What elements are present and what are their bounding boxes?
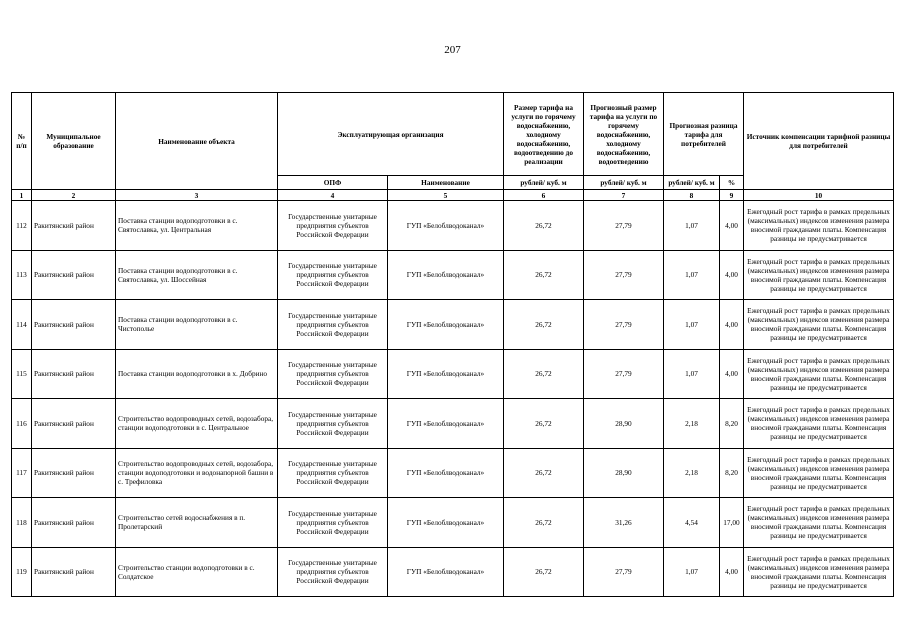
- column-number: 10: [744, 190, 894, 201]
- table-row: [12, 399, 894, 449]
- row-object: Поставка станции водоподготовки в с. Святославка, ул. Центральная: [116, 201, 278, 251]
- table-row: [12, 547, 894, 597]
- row-diff: 2,18: [664, 399, 720, 449]
- row-municipality: Ракитянский район: [32, 300, 116, 350]
- row-source: Ежегодный рост тарифа в рамках предельных (максимальных) индексов изменения размера вносимой гражданами платы. Компенсация разницы не предусматривается: [744, 448, 894, 498]
- row-num: 112: [12, 201, 32, 251]
- row-tariff: 26,72: [504, 448, 584, 498]
- table-row: [12, 300, 894, 350]
- row-diff: 1,07: [664, 547, 720, 597]
- row-percent: 17,00: [720, 498, 744, 548]
- row-num: 114: [12, 300, 32, 350]
- row-object: Строительство водопроводных сетей, водозабора, станции водоподготовки в с. Центральное: [116, 399, 278, 449]
- header-tariff: Размер тарифа на услуги по горячему водоснабжению, холодному водоснабжению, водоотведению до реализации: [504, 93, 584, 176]
- table-row: [12, 250, 894, 300]
- table-row: [12, 349, 894, 399]
- row-opf: Государственные унитарные предприятия субъектов Российской Федерации: [278, 349, 388, 399]
- column-number: 8: [664, 190, 720, 201]
- row-operator-name: ГУП «Белоблводоканал»: [388, 250, 504, 300]
- row-opf: Государственные унитарные предприятия субъектов Российской Федерации: [278, 250, 388, 300]
- row-operator-name: ГУП «Белоблводоканал»: [388, 399, 504, 449]
- column-number: 3: [116, 190, 278, 201]
- row-operator-name: ГУП «Белоблводоканал»: [388, 201, 504, 251]
- row-num: 113: [12, 250, 32, 300]
- row-diff: 4,54: [664, 498, 720, 548]
- row-municipality: Ракитянский район: [32, 250, 116, 300]
- row-percent: 4,00: [720, 547, 744, 597]
- page-number: 207: [444, 44, 461, 56]
- row-tariff: 26,72: [504, 349, 584, 399]
- row-source: Ежегодный рост тарифа в рамках предельных (максимальных) индексов изменения размера вносимой гражданами платы. Компенсация разницы не предусматривается: [744, 547, 894, 597]
- row-operator-name: ГУП «Белоблводоканал»: [388, 448, 504, 498]
- table-row: [12, 201, 894, 251]
- column-number: 9: [720, 190, 744, 201]
- row-object: Поставка станции водоподготовки в с. Чистополье: [116, 300, 278, 350]
- row-percent: 4,00: [720, 349, 744, 399]
- row-operator-name: ГУП «Белоблводоканал»: [388, 498, 504, 548]
- row-percent: 4,00: [720, 250, 744, 300]
- row-forecast: 27,79: [584, 300, 664, 350]
- row-forecast: 27,79: [584, 349, 664, 399]
- row-operator-name: ГУП «Белоблводоканал»: [388, 300, 504, 350]
- row-opf: Государственные унитарные предприятия субъектов Российской Федерации: [278, 498, 388, 548]
- row-opf: Государственные унитарные предприятия субъектов Российской Федерации: [278, 399, 388, 449]
- row-num: 118: [12, 498, 32, 548]
- row-tariff: 26,72: [504, 300, 584, 350]
- row-forecast: 28,90: [584, 448, 664, 498]
- header-unit-tariff: рублей/ куб. м: [504, 176, 584, 190]
- row-operator-name: ГУП «Белоблводоканал»: [388, 547, 504, 597]
- header-municipality: Муниципальное образование: [32, 93, 116, 190]
- row-forecast: 27,79: [584, 547, 664, 597]
- row-diff: 1,07: [664, 250, 720, 300]
- header-operator: Эксплуатирующая организация: [278, 93, 504, 176]
- column-number: 2: [32, 190, 116, 201]
- row-forecast: 28,90: [584, 399, 664, 449]
- row-source: Ежегодный рост тарифа в рамках предельных (максимальных) индексов изменения размера вносимой гражданами платы. Компенсация разницы не предусматривается: [744, 300, 894, 350]
- row-opf: Государственные унитарные предприятия субъектов Российской Федерации: [278, 300, 388, 350]
- row-opf: Государственные унитарные предприятия субъектов Российской Федерации: [278, 448, 388, 498]
- header-name: Наименование: [388, 176, 504, 190]
- row-municipality: Ракитянский район: [32, 498, 116, 548]
- row-source: Ежегодный рост тарифа в рамках предельных (максимальных) индексов изменения размера вносимой гражданами платы. Компенсация разницы не предусматривается: [744, 498, 894, 548]
- row-tariff: 26,72: [504, 201, 584, 251]
- column-number: 5: [388, 190, 504, 201]
- row-municipality: Ракитянский район: [32, 547, 116, 597]
- row-operator-name: ГУП «Белоблводоканал»: [388, 349, 504, 399]
- column-number: 1: [12, 190, 32, 201]
- header-opf: ОПФ: [278, 176, 388, 190]
- row-forecast: 27,79: [584, 250, 664, 300]
- row-source: Ежегодный рост тарифа в рамках предельных (максимальных) индексов изменения размера вносимой гражданами платы. Компенсация разницы не предусматривается: [744, 399, 894, 449]
- row-object: Строительство водопроводных сетей, водозабора, станции водоподготовки и водонапорной башни в с. Трефиловка: [116, 448, 278, 498]
- column-number: 6: [504, 190, 584, 201]
- row-diff: 2,18: [664, 448, 720, 498]
- header-unit-forecast: рублей/ куб. м: [584, 176, 664, 190]
- row-tariff: 26,72: [504, 547, 584, 597]
- column-number: 7: [584, 190, 664, 201]
- header-source: Источник компенсации тарифной разницы для потребителей: [744, 93, 894, 190]
- row-opf: Государственные унитарные предприятия субъектов Российской Федерации: [278, 547, 388, 597]
- row-percent: 4,00: [720, 300, 744, 350]
- row-num: 119: [12, 547, 32, 597]
- row-diff: 1,07: [664, 201, 720, 251]
- table-row: [12, 498, 894, 548]
- row-forecast: 31,26: [584, 498, 664, 548]
- row-object: Строительство станции водоподготовки в с. Солдатское: [116, 547, 278, 597]
- row-source: Ежегодный рост тарифа в рамках предельных (максимальных) индексов изменения размера вносимой гражданами платы. Компенсация разницы не предусматривается: [744, 250, 894, 300]
- row-num: 116: [12, 399, 32, 449]
- row-diff: 1,07: [664, 300, 720, 350]
- row-num: 117: [12, 448, 32, 498]
- row-tariff: 26,72: [504, 250, 584, 300]
- table-row: [12, 448, 894, 498]
- row-object: Строительство сетей водоснабжения в п. Пролетарский: [116, 498, 278, 548]
- tariff-table: [11, 92, 894, 597]
- row-percent: 8,20: [720, 399, 744, 449]
- row-num: 115: [12, 349, 32, 399]
- header-forecast-tariff: Прогнозный размер тарифа на услуги по горячему водоснабжению, холодному водоснабжению, водоотведению: [584, 93, 664, 176]
- column-number: 4: [278, 190, 388, 201]
- row-tariff: 26,72: [504, 399, 584, 449]
- row-municipality: Ракитянский район: [32, 399, 116, 449]
- header-num: № п/п: [12, 93, 32, 190]
- header-unit-percent: %: [720, 176, 744, 190]
- header-object: Наименование объекта: [116, 93, 278, 190]
- row-tariff: 26,72: [504, 498, 584, 548]
- row-municipality: Ракитянский район: [32, 349, 116, 399]
- header-unit-diff: рублей/ куб. м: [664, 176, 720, 190]
- row-object: Поставка станции водоподготовки в х. Добрино: [116, 349, 278, 399]
- row-municipality: Ракитянский район: [32, 201, 116, 251]
- row-source: Ежегодный рост тарифа в рамках предельных (максимальных) индексов изменения размера вносимой гражданами платы. Компенсация разницы не предусматривается: [744, 201, 894, 251]
- header-difference: Прогнозная разница тарифа для потребителей: [664, 93, 744, 176]
- row-object: Поставка станции водоподготовки в с. Святославка, ул. Шоссейная: [116, 250, 278, 300]
- row-source: Ежегодный рост тарифа в рамках предельных (максимальных) индексов изменения размера вносимой гражданами платы. Компенсация разницы не предусматривается: [744, 349, 894, 399]
- row-percent: 4,00: [720, 201, 744, 251]
- row-forecast: 27,79: [584, 201, 664, 251]
- row-municipality: Ракитянский район: [32, 448, 116, 498]
- row-percent: 8,20: [720, 448, 744, 498]
- row-diff: 1,07: [664, 349, 720, 399]
- row-opf: Государственные унитарные предприятия субъектов Российской Федерации: [278, 201, 388, 251]
